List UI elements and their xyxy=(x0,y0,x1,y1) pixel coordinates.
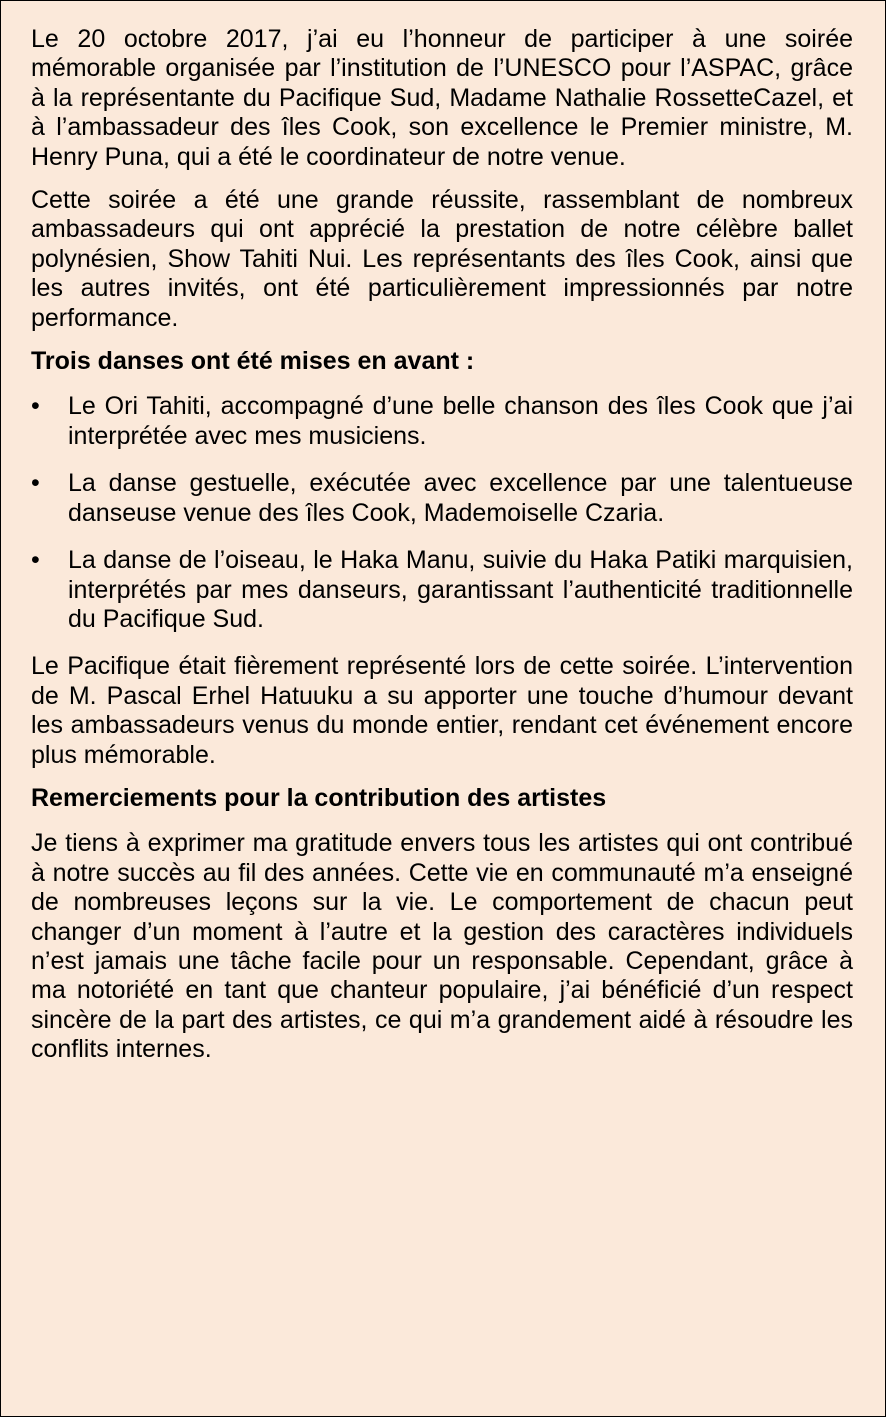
bullet-icon: • xyxy=(31,392,40,421)
thanks-heading: Remerciements pour la contribution des artistes xyxy=(31,783,607,812)
intro-paragraph-1: Le 20 octobre 2017, j’ai eu l’honneur de participer à une soirée mémorable organisée par l’institution de l’UNESCO pour l’ASPAC, grâce à la représentante du Pacifique Sud, Madame Nathalie RossetteCazel, et à l’ambassadeur des îles Cook, son excellence le Premier ministre, M. Henry Puna, qui a été le coordinateur de notre venue. xyxy=(31,25,853,171)
list-item xyxy=(31,469,853,528)
dances-heading: Trois danses ont été mises en avant : xyxy=(31,347,475,376)
pacific-paragraph: Le Pacifique était fièrement représenté lors de cette soirée. L’intervention de M. Pascal Erhel Hatuuku a su apporter une touche d’humour devant les ambassadeurs venus du monde entier, rendant cet événement encore plus mémorable. xyxy=(31,652,853,769)
list-item-text: Le Ori Tahiti, accompagné d’une belle chanson des îles Cook que j’ai interprétée avec mes musiciens. xyxy=(68,392,853,450)
bullet-icon: • xyxy=(31,546,40,575)
list-item xyxy=(31,392,853,451)
thanks-paragraph: Je tiens à exprimer ma gratitude envers tous les artistes qui ont contribué à notre succès au fil des années. Cette vie en communauté m’a enseigné de nombreuses leçons sur la vie. Le comportement de chacun peut changer d’un moment à l’autre et la gestion des caractères individuels n’est jamais une tâche facile pour un responsable. Cependant, grâce à ma notoriété en tant que chanteur populaire, j’ai bénéficié d’un respect sincère de la part des artistes, ce qui m’a grandement aidé à résoudre les conflits internes. xyxy=(31,829,853,1064)
list-item-text: La danse de l’oiseau, le Haka Manu, suivie du Haka Patiki marquisien, interprétés par mes danseurs, garantissant l’authenticité traditionnelle du Pacifique Sud. xyxy=(68,546,853,633)
list-item xyxy=(31,546,853,634)
list-item-text: La danse gestuelle, exécutée avec excellence par une talentueuse danseuse venue des îles Cook, Mademoiselle Czaria. xyxy=(68,469,853,527)
bullet-icon: • xyxy=(31,469,40,498)
intro-paragraph-2: Cette soirée a été une grande réussite, rassemblant de nombreux ambassadeurs qui ont apprécié la prestation de notre célèbre ballet polynésien, Show Tahiti Nui. Les représentants des îles Cook, ainsi que les autres invités, ont été particulièrement impressionnés par notre performance. xyxy=(31,186,853,332)
dances-list xyxy=(31,392,853,634)
